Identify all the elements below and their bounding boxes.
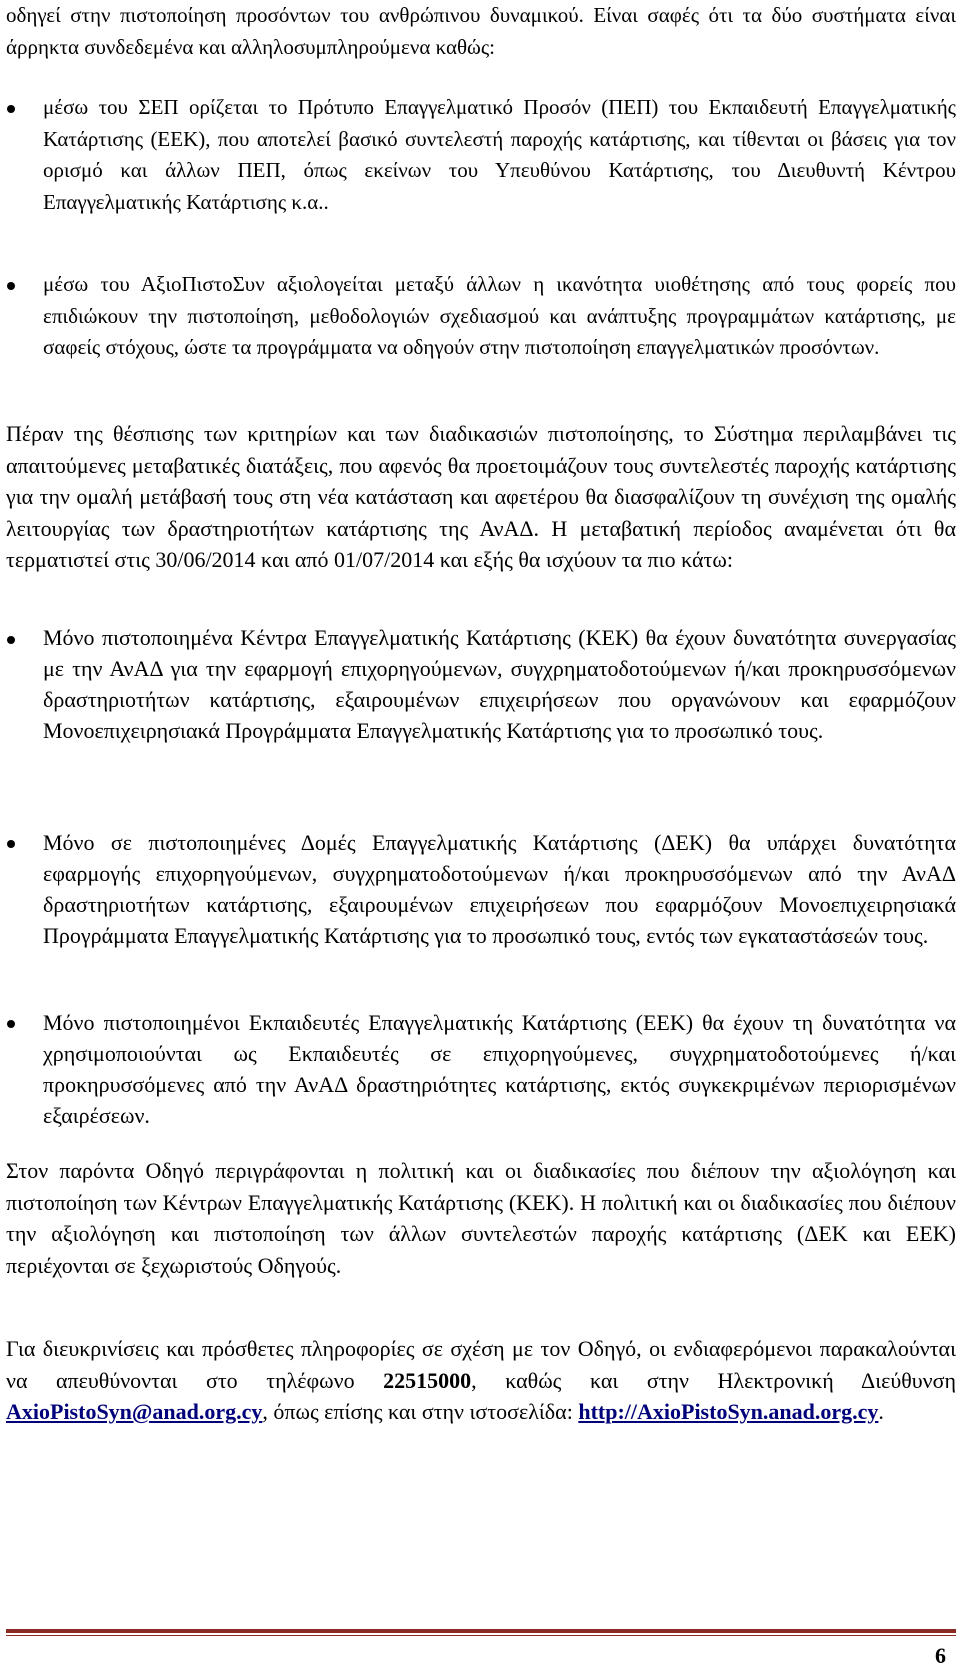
footer-rule bbox=[6, 1629, 956, 1633]
bullet-icon bbox=[7, 282, 15, 290]
contact-paragraph bbox=[6, 1333, 956, 1428]
transition-paragraph: Πέραν της θέσπισης των κριτηρίων και των διαδικασιών πιστοποίησης, το Σύστημα περιλαμβάνει τις απαιτούμενες μεταβατικές διατάξεις, που αφενός θα προετοιμάζουν τους συντελεστές παροχής κατάρτισης για την ομαλή μετάβασή τους στη νέα κατάσταση και αφετέρου θα διασφαλίζουν τη συνέχιση της ομαλής λειτουργίας των δραστηριοτήτων κατάρτισης της ΑνΑΔ. Η μεταβατική περίοδος αναμένεται ότι θα τερματιστεί στις 30/06/2014 και από 01/07/2014 και εξής θα ισχύουν τα πιο κάτω: bbox=[6, 421, 956, 572]
guide-paragraph: Στον παρόντα Οδηγό περιγράφονται η πολιτική και οι διαδικασίες που διέπουν την αξιολόγηση και πιστοποίηση των Κέντρων Επαγγελματικής Κατάρτισης (ΚΕΚ). Η πολιτική και οι διαδικασίες που διέπουν την αξιολόγηση και πιστοποίηση των άλλων συντελεστών παροχής κατάρτισης (ΔΕΚ και ΕΕΚ) περιέχονται σε ξεχωριστούς Οδηγούς. bbox=[6, 1158, 956, 1278]
bullet-icon bbox=[7, 636, 15, 644]
bullet-icon bbox=[7, 1020, 15, 1028]
contact-text: , καθώς και στην Ηλεκτρονική Διεύθυνση bbox=[471, 1367, 956, 1393]
list-item: μέσω του ΑξιοΠιστοΣυν αξιολογείται μεταξύ άλλων η ικανότητα υιοθέτησης από τους φορείς που επιδιώκουν την πιστοποίηση, μεθοδολογιών σχεδιασμού και ανάπτυξης προγραμμάτων κατάρτισης, με σαφείς στόχους, ώστε τα προγράμματα να οδηγούν στην πιστοποίηση επαγγελματικών προσόντων. bbox=[43, 272, 956, 359]
page-number: 6 bbox=[935, 1643, 946, 1668]
list-item: μέσω του ΣΕΠ ορίζεται το Πρότυπο Επαγγελματικό Προσόν (ΠΕΠ) του Εκπαιδευτή Επαγγελματικής Κατάρτισης (ΕΕΚ), που αποτελεί βασικό συντελεστή παροχής κατάρτισης, και τίθενται οι βάσεις για τον ορισμό και άλλων ΠΕΠ, όπως εκείνων του Υπευθύνου Κατάρτισης, του Διευθυντή Κέντρου Επαγγελματικής Κατάρτισης κ.α.. bbox=[43, 95, 956, 214]
phone-number: 22515000 bbox=[383, 1367, 472, 1393]
bullet-icon bbox=[7, 105, 15, 113]
website-link[interactable]: http://AxioPistoSyn.anad.org.cy bbox=[578, 1399, 879, 1424]
contact-text: Για διευκρινίσεις και πρόσθετες πληροφορίες σε σχέση με τον Οδηγό, οι ενδιαφερόμενοι παρακαλούνται να απευθύνονται στο τηλέφωνο bbox=[6, 1336, 956, 1393]
bullet-icon bbox=[7, 840, 15, 848]
footer-rule-thin bbox=[6, 1635, 956, 1636]
list-item: Μόνο πιστοποιημένοι Εκπαιδευτές Επαγγελματικής Κατάρτισης (ΕΕΚ) θα έχουν τη δυνατότητα να χρησιμοποιούνται ως Εκπαιδευτές σε επιχορηγούμενες, συγχρηματοδοτούμενες ή/και προκηρυσσόμενες από την ΑνΑΔ δραστηριότητες κατάρτισης, εκτός συγκεκριμένων περιορισμένων εξαιρέσεων. bbox=[43, 1010, 956, 1128]
email-link[interactable]: AxioPistoSyn@anad.org.cy bbox=[6, 1399, 263, 1424]
intro-paragraph: οδηγεί στην πιστοποίηση προσόντων του ανθρώπινου δυναμικού. Είναι σαφές ότι τα δύο συστήματα είναι άρρηκτα συνδεδεμένα και αλληλοσυμπληρούμενα καθώς: bbox=[6, 3, 956, 59]
list-item: Μόνο σε πιστοποιημένες Δομές Επαγγελματικής Κατάρτισης (ΔΕΚ) θα υπάρχει δυνατότητα εφαρμογής επιχορηγούμενων, συγχρηματοδοτούμενων ή/και προκηρυσσόμενων από την ΑνΑΔ δραστηριοτήτων κατάρτισης, εξαιρουμένων επιχειρήσεων που εφαρμόζουν Μονοεπιχειρησιακά Προγράμματα Επαγγελματικής Κατάρτισης για το προσωπικό τους, εντός των εγκαταστάσεών τους. bbox=[43, 830, 956, 948]
contact-text: . bbox=[878, 1399, 884, 1424]
contact-text: , όπως επίσης και στην ιστοσελίδα: bbox=[262, 1399, 579, 1424]
list-item: Μόνο πιστοποιημένα Κέντρα Επαγγελματικής Κατάρτισης (ΚΕΚ) θα έχουν δυνατότητα συνεργασίας με την ΑνΑΔ για την εφαρμογή επιχορηγούμενων, συγχρηματοδοτούμενων ή/και προκηρυσσόμενων δραστηριοτήτων κατάρτισης, εξαιρουμένων επιχειρήσεων που οργανώνουν και εφαρμόζουν Μονοεπιχειρησιακά Προγράμματα Επαγγελματικής Κατάρτισης για το προσωπικό τους. bbox=[43, 625, 956, 743]
